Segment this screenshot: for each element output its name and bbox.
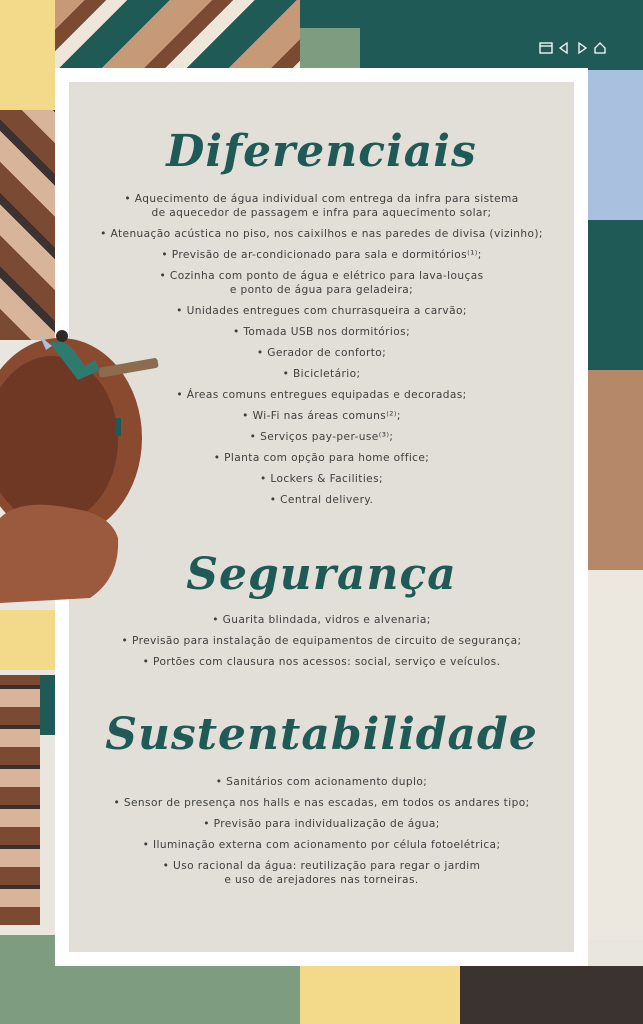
window-icon[interactable] [539,40,553,54]
bg-block-brown-right [588,370,643,570]
section-title-diferenciais: Diferenciais [166,126,477,177]
bg-block-cream-right [588,570,643,940]
section-title-sustentabilidade: Sustentabilidade [105,709,538,760]
list-item: • Lockers & Facilities; [260,473,383,485]
list-item: • Áreas comuns entregues equipadas e decoradas; [176,389,467,401]
list-item: • Portões com clausura nos acessos: social, serviço e veículos. [142,656,501,668]
list-item: • Sanitários com acionamento duplo; [215,776,428,788]
bg-block-dark-bottom [460,966,643,1024]
list-sustentabilidade [69,775,574,887]
section-sustentabilidade [69,709,574,887]
home-icon[interactable] [593,40,607,54]
nav-controls [539,40,607,54]
list-item: • Aquecimento de água individual com entrega da infra para sistema de aquecedor de passagem e infra para aquecimento solar; [124,193,519,219]
bg-block-green-right [588,220,643,370]
forward-icon[interactable] [575,40,589,54]
list-item: • Gerador de conforto; [256,347,387,359]
list-item: • Atenuação acústica no piso, nos caixilhos e nas paredes de divisa (vizinho); [100,228,543,240]
list-item: • Cozinha com ponto de água e elétrico para lava-louças e ponto de água para geladeira; [159,270,484,296]
list-item: • Planta com opção para home office; [213,452,430,464]
list-item: • Bicicletário; [282,368,361,380]
bg-block-sage [300,28,360,70]
list-item: • Serviços pay-per-use⁽³⁾; [249,431,394,443]
bg-block-yellow [0,0,55,110]
bg-stripes-left [0,110,55,340]
chair-illustration [0,328,170,618]
bg-block-yellow-left [0,610,55,670]
list-seguranca [69,613,574,669]
list-item: • Tomada USB nos dormitórios; [232,326,411,338]
back-icon[interactable] [557,40,571,54]
bg-stripes-bottom-left [0,675,40,925]
list-item: • Iluminação externa com acionamento por célula fotoelétrica; [142,839,501,851]
list-item: • Wi-Fi nas áreas comuns⁽²⁾; [242,410,401,422]
list-item: • Previsão para instalação de equipamentos de circuito de segurança; [121,635,522,647]
list-item: • Central delivery. [269,494,374,506]
list-item: • Previsão de ar-condicionado para sala e dormitórios⁽¹⁾; [161,249,482,261]
section-title-seguranca: Segurança [186,549,457,600]
list-item: • Guarita blindada, vidros e alvenaria; [212,614,431,626]
bg-block-green-left [40,675,55,735]
list-item: • Previsão para individualização de água; [203,818,440,830]
list-item: • Uso racional da água: reutilização para regar o jardim e uso de arejadores nas torneiras. [162,860,481,886]
list-item: • Sensor de presença nos halls e nas escadas, em todos os andares tipo; [113,797,530,809]
list-item: • Unidades entregues com churrasqueira a carvão; [176,305,467,317]
bg-block-blue [588,70,643,220]
bg-block-yellow-bottom [300,966,460,1024]
